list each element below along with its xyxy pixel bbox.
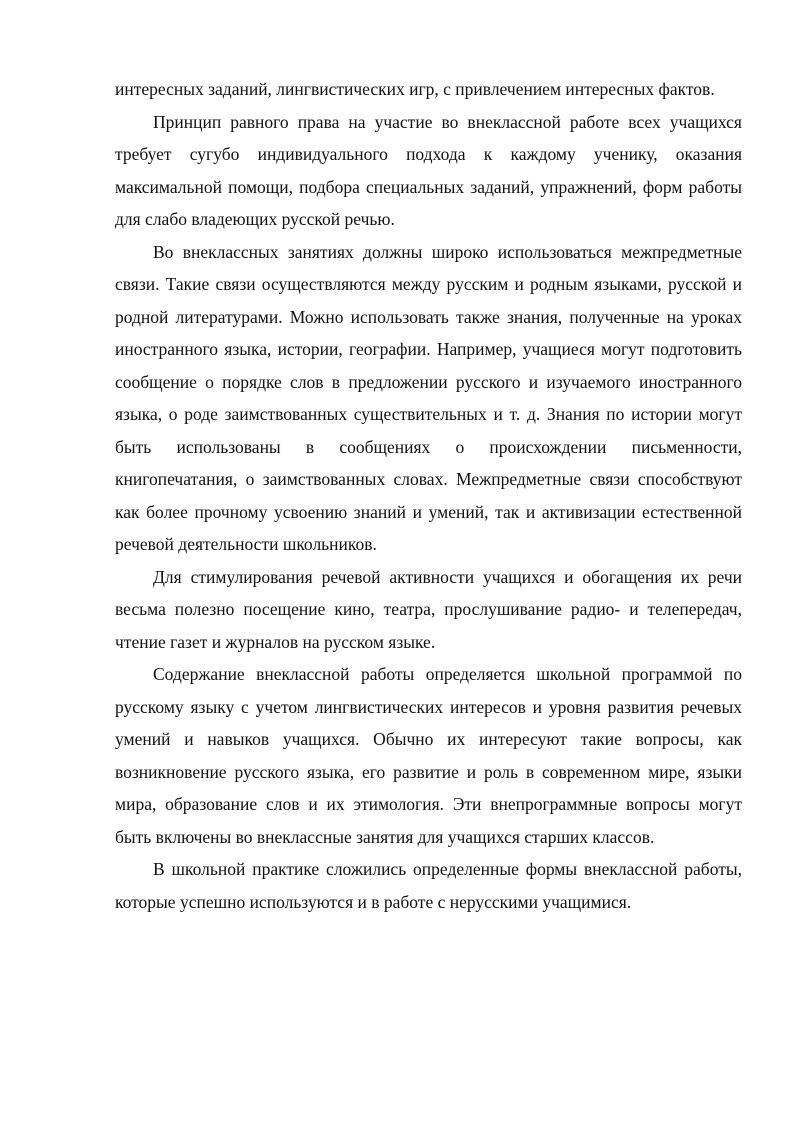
- paragraph-5: Содержание внеклассной работы определяется школьной программой по русскому языку с учетом лингвистических интересов и уровня развития речевых умений и навыков учащихся. Обычно их интересуют такие вопросы, как возникновение русского языка, его развитие и роль в современном мире, языки мира, образование слов и их этимология. Эти внепрограммные вопросы могут быть включены во внеклассные занятия для учащихся старших классов.: [115, 664, 742, 847]
- paragraph-6: В школьной практике сложились определенные формы внеклассной работы, которые успешно используются и в работе с нерусскими учащимися.: [115, 859, 742, 912]
- paragraph-1: интересных заданий, лингвистических игр, с привлечением интересных фактов.: [115, 79, 715, 99]
- paragraph-3: Во внеклассных занятиях должны широко использоваться межпредметные связи. Такие связи осуществляются между русским и родным языками, русской и родной литературами. Можно использовать также знания, полученные на уроках иностранного языка, истории, географии. Например, учащиеся могут подготовить сообщение о порядке слов в предложении русского и изучаемого иностранного языка, о роде заимствованных существительных и т. д. Знания по истории могут быть использованы в сообщениях о происхождении письменности, книгопечатания, о заимствованных словах. Межпредметные связи способствуют как более прочному усвоению знаний и умений, так и активизации естественной речевой деятельности школьников.: [115, 241, 742, 554]
- paragraph-4: Для стимулирования речевой активности учащихся и обогащения их речи весьма полезно посещение кино, театра, прослушивание радио- и телепередач, чтение газет и журналов на русском языке.: [115, 566, 742, 652]
- paragraph-2: Принцип равного права на участие во внеклассной работе всех учащихся требует сугубо индивидуального подхода к каждому ученику, оказания максимальной помощи, подбора специальных заданий, упражнений, форм работы для слабо владеющих русской речью.: [115, 111, 742, 229]
- document-page: [115, 73, 742, 918]
